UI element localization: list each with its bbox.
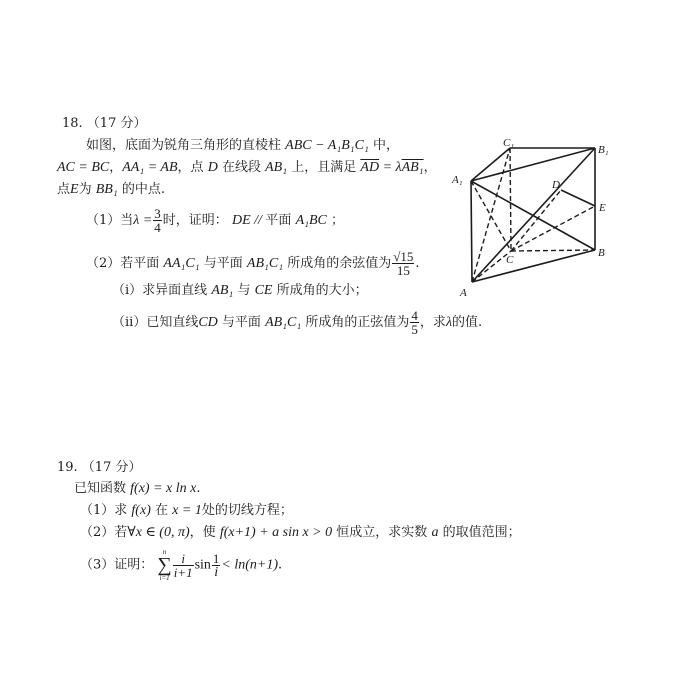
label-D: D xyxy=(552,179,560,191)
problem-19-part-1: （1）求 f(x) 在 x = 1处的切线方程； xyxy=(80,503,293,518)
label-B: B xyxy=(598,247,605,259)
problem-18-part-1: （1）当λ = $\frac{3}{4}$ 时，证明： DE // 平面 A₁BC ； xyxy=(86,206,345,235)
label-E: E xyxy=(599,202,606,214)
problem-19-part-3: （3）证明： n ∑ i=1 $\frac{i}{i+1}$ sin $\frac{1}{i}$ < ln(n+1). xyxy=(80,548,283,582)
label-C1: C₁ xyxy=(503,137,515,149)
problem-18-part-2-i: （i）求异面直线 AB₁ 与 CE 所成角的大小； xyxy=(112,283,368,298)
fraction-4-5: $\frac{4}{5}$ xyxy=(411,308,418,337)
problem-18-intro-line1: 如图，底面为锐角三角形的直棱柱 ABC − A₁B₁C₁ 中， xyxy=(86,138,399,153)
problem-18-intro-line3: 点E为 BB₁ 的中点. xyxy=(57,182,165,197)
fraction-sqrt15-15: $\frac{√15}{15}$ xyxy=(393,249,414,278)
label-C: C xyxy=(506,254,514,266)
summation: n ∑ i=1 xyxy=(157,548,172,582)
problem-18-header: 18. （17 分） xyxy=(62,116,147,131)
problem-19-given: 已知函数 f(x) = x ln x. xyxy=(74,481,201,496)
label-B1: B₁ xyxy=(598,144,609,156)
fraction-3-4: $\frac{3}{4}$ xyxy=(154,206,161,235)
label-A1: A₁ xyxy=(452,174,463,186)
vector-AB1: AB₁ xyxy=(401,160,424,175)
problem-18-part-2: （2）若平面 AA₁C₁ 与平面 AB₁C₁ 所成角的余弦值为 $\frac{√15}{15}$ . xyxy=(86,249,420,278)
problem-18-part-2-ii: （ii）已知直线CD 与平面 AB₁C₁ 所成角的正弦值为 $\frac{4}{5}$ ，求λ的值. xyxy=(112,308,483,337)
fraction-1-over-i: $\frac{1}{i}$ xyxy=(212,550,220,580)
problem-18-intro-line2: AC = BC，AA₁ = AB，点 D 在线段 AB₁ 上，且满足 $\overline{AD} = \lambda AB_1$， xyxy=(57,160,437,175)
problem-19-header: 19. （17 分） xyxy=(57,460,142,475)
label-A: A xyxy=(460,287,467,299)
problem-19-part-2: （2）若∀x ∈ (0, π)，使 f(x+1) + a sin x > 0 恒成立，求实数 a 的取值范围； xyxy=(80,525,521,540)
fraction-i-over-i-plus-1: $\frac{i}{i+1}$ xyxy=(173,550,193,580)
vector-AD: $\overline{AD}$ xyxy=(360,160,380,175)
